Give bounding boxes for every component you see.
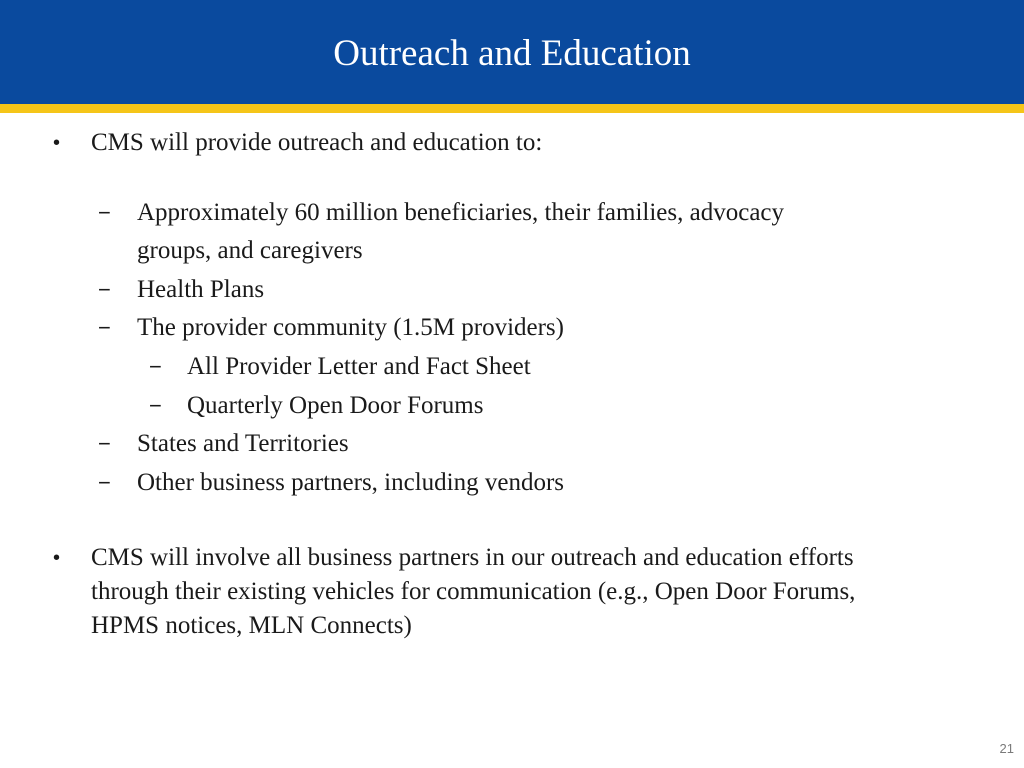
sub-sub-item-text: Quarterly Open Door Forums xyxy=(187,392,484,419)
dash-icon: − xyxy=(149,393,162,418)
bullet-text: CMS will provide outreach and education to: xyxy=(91,129,543,156)
sub-item-text: groups, and caregivers xyxy=(137,237,363,264)
bullet-text: CMS will involve all business partners in our outreach and education efforts through their existing vehicles for communication (e.g., Open Door Forums, HPMS notices, MLN Connects) xyxy=(91,544,856,639)
dash-icon: − xyxy=(98,431,111,456)
dash-icon: − xyxy=(98,200,111,225)
bullet-icon: • xyxy=(53,547,61,569)
sub-item-text: States and Territories xyxy=(137,430,349,457)
header-bar xyxy=(0,0,1024,104)
header-accent-stripe xyxy=(0,104,1024,113)
sub-item-text: Approximately 60 million beneficiaries, their families, advocacy xyxy=(137,199,785,226)
sub-item-text: Other business partners, including vendors xyxy=(137,469,565,496)
dash-icon: − xyxy=(98,470,111,495)
sub-item-text: The provider community (1.5M providers) xyxy=(137,314,564,341)
dash-icon: − xyxy=(98,277,111,302)
sub-item-text: Health Plans xyxy=(137,276,265,303)
sub-sub-item-text: All Provider Letter and Fact Sheet xyxy=(187,353,531,380)
slide-title: Outreach and Education xyxy=(333,33,691,74)
page-number: 21 xyxy=(999,741,1014,756)
dash-icon: − xyxy=(149,354,162,379)
dash-icon: − xyxy=(98,315,111,340)
bullet-icon: • xyxy=(53,132,61,154)
